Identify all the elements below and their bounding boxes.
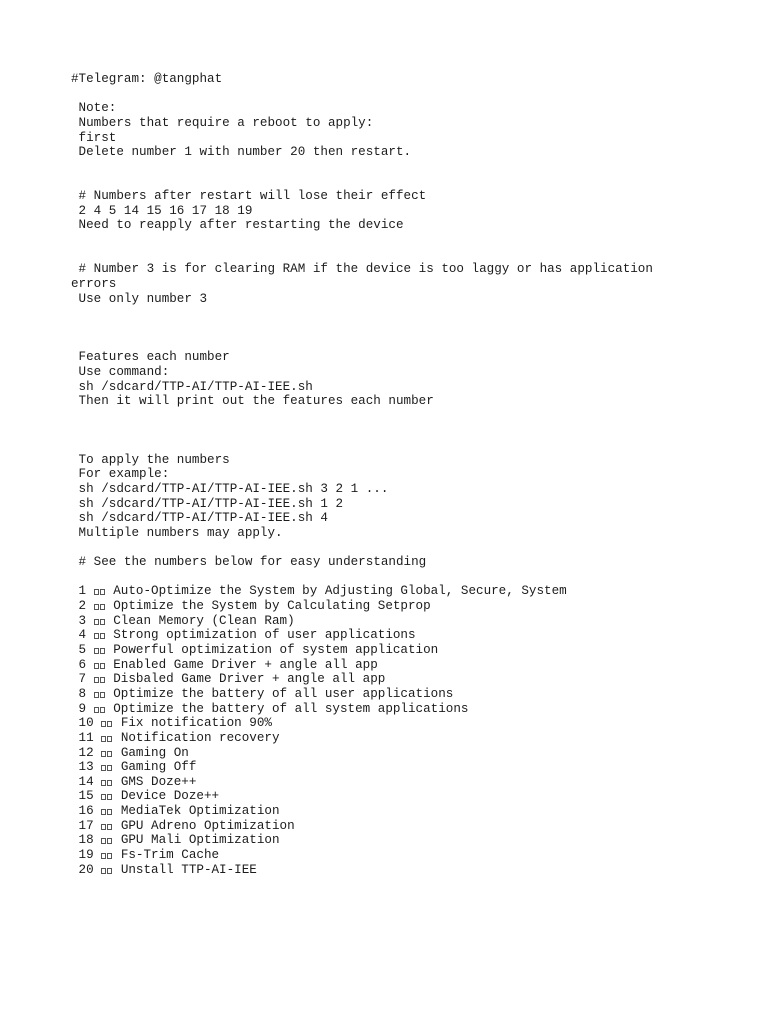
feature-item bbox=[71, 775, 731, 790]
feature-text: Disbaled Game Driver + angle all app bbox=[113, 672, 386, 687]
feature-number: 18 bbox=[71, 833, 94, 848]
feature-number: 15 bbox=[71, 789, 94, 804]
feature-number: 10 bbox=[71, 716, 94, 731]
missing-glyph-icon bbox=[101, 789, 113, 803]
telegram-header: #Telegram: @tangphat bbox=[71, 72, 223, 86]
feature-text: Notification recovery bbox=[120, 730, 280, 745]
feature-item bbox=[71, 628, 731, 643]
feature-item bbox=[71, 584, 731, 599]
feature-item bbox=[71, 716, 731, 731]
missing-glyph-icon bbox=[94, 628, 106, 642]
note-line: first bbox=[71, 130, 117, 145]
feature-number: 20 bbox=[71, 862, 94, 877]
feature-text: Fix notification 90% bbox=[120, 716, 272, 731]
feature-item bbox=[71, 833, 731, 848]
feature-text: Gaming On bbox=[120, 745, 189, 760]
missing-glyph-icon bbox=[94, 614, 106, 628]
feature-number: 17 bbox=[71, 818, 94, 833]
missing-glyph-icon bbox=[94, 584, 106, 598]
see-below-line: # See the numbers below for easy understanding bbox=[71, 555, 427, 570]
feature-number: 12 bbox=[71, 745, 94, 760]
restart-section bbox=[71, 189, 731, 233]
feature-text: Clean Memory (Clean Ram) bbox=[113, 613, 295, 628]
feature-text: Fs-Trim Cache bbox=[120, 848, 220, 863]
missing-glyph-icon bbox=[101, 775, 113, 789]
ram-section bbox=[71, 262, 731, 306]
feature-number: 2 bbox=[71, 599, 87, 614]
note-line: Numbers that require a reboot to apply: bbox=[71, 115, 374, 130]
feature-item bbox=[71, 672, 731, 687]
feature-text: Enabled Game Driver + angle all app bbox=[113, 657, 378, 672]
note-section bbox=[71, 101, 731, 160]
features-line: sh /sdcard/TTP-AI/TTP-AI-IEE.sh bbox=[71, 379, 313, 394]
feature-number: 13 bbox=[71, 760, 94, 775]
note-line: Delete number 1 with number 20 then restart. bbox=[71, 145, 412, 160]
feature-item bbox=[71, 702, 731, 717]
apply-line: sh /sdcard/TTP-AI/TTP-AI-IEE.sh 4 bbox=[71, 511, 328, 526]
apply-line: To apply the numbers bbox=[71, 452, 230, 467]
feature-text: Unstall TTP-AI-IEE bbox=[120, 862, 257, 877]
missing-glyph-icon bbox=[101, 804, 113, 818]
restart-line: 2 4 5 14 15 16 17 18 19 bbox=[71, 203, 253, 218]
feature-item bbox=[71, 614, 731, 629]
missing-glyph-icon bbox=[94, 702, 106, 716]
feature-number: 5 bbox=[71, 643, 87, 658]
feature-text: Optimize the battery of all system applications bbox=[113, 701, 469, 716]
feature-number: 9 bbox=[71, 701, 87, 716]
feature-item bbox=[71, 658, 731, 673]
missing-glyph-icon bbox=[94, 643, 106, 657]
feature-number: 4 bbox=[71, 628, 87, 643]
missing-glyph-icon bbox=[101, 863, 113, 877]
feature-item bbox=[71, 863, 731, 878]
feature-text: GMS Doze++ bbox=[120, 774, 197, 789]
feature-list bbox=[71, 584, 731, 877]
feature-text: GPU Mali Optimization bbox=[120, 833, 280, 848]
missing-glyph-icon bbox=[101, 833, 113, 847]
feature-text: Optimize the battery of all user applications bbox=[113, 686, 454, 701]
note-line: Note: bbox=[71, 101, 117, 116]
feature-text: Auto-Optimize the System by Adjusting Global, Secure, System bbox=[113, 584, 567, 599]
feature-number: 16 bbox=[71, 804, 94, 819]
missing-glyph-icon bbox=[101, 746, 113, 760]
feature-text: MediaTek Optimization bbox=[120, 804, 280, 819]
apply-line: Multiple numbers may apply. bbox=[71, 525, 283, 540]
feature-item bbox=[71, 687, 731, 702]
apply-line: sh /sdcard/TTP-AI/TTP-AI-IEE.sh 3 2 1 ... bbox=[71, 482, 389, 496]
missing-glyph-icon bbox=[101, 819, 113, 833]
apply-section bbox=[71, 453, 731, 541]
apply-line: sh /sdcard/TTP-AI/TTP-AI-IEE.sh 1 2 bbox=[71, 496, 344, 511]
feature-number: 14 bbox=[71, 774, 94, 789]
feature-item bbox=[71, 804, 731, 819]
feature-item bbox=[71, 789, 731, 804]
missing-glyph-icon bbox=[94, 672, 106, 686]
document-body bbox=[71, 72, 731, 877]
restart-line: Need to reapply after restarting the device bbox=[71, 218, 404, 233]
apply-line: For example: bbox=[71, 467, 170, 482]
feature-item bbox=[71, 599, 731, 614]
feature-item bbox=[71, 819, 731, 834]
feature-number: 8 bbox=[71, 686, 87, 701]
missing-glyph-icon bbox=[101, 848, 113, 862]
feature-text: Powerful optimization of system application bbox=[113, 643, 439, 658]
feature-number: 1 bbox=[71, 584, 87, 599]
missing-glyph-icon bbox=[94, 687, 106, 701]
feature-number: 3 bbox=[71, 613, 87, 628]
feature-text: Gaming Off bbox=[120, 760, 197, 775]
feature-text: Device Doze++ bbox=[120, 789, 220, 804]
feature-number: 6 bbox=[71, 657, 87, 672]
missing-glyph-icon bbox=[94, 658, 106, 672]
feature-item bbox=[71, 760, 731, 775]
ram-line: Use only number 3 bbox=[71, 291, 208, 306]
missing-glyph-icon bbox=[101, 731, 113, 745]
features-section bbox=[71, 350, 731, 409]
features-line: Then it will print out the features each number bbox=[71, 394, 434, 409]
feature-text: Strong optimization of user applications bbox=[113, 628, 416, 643]
feature-item bbox=[71, 731, 731, 746]
ram-line: # Number 3 is for clearing RAM if the device is too laggy or has application bbox=[71, 262, 653, 277]
missing-glyph-icon bbox=[101, 760, 113, 774]
feature-text: GPU Adreno Optimization bbox=[120, 818, 295, 833]
feature-item bbox=[71, 746, 731, 761]
feature-item bbox=[71, 848, 731, 863]
feature-item bbox=[71, 643, 731, 658]
missing-glyph-icon bbox=[101, 716, 113, 730]
features-line: Features each number bbox=[71, 350, 230, 365]
feature-number: 19 bbox=[71, 848, 94, 863]
restart-line: # Numbers after restart will lose their effect bbox=[71, 189, 427, 204]
missing-glyph-icon bbox=[94, 599, 106, 613]
feature-number: 11 bbox=[71, 730, 94, 745]
feature-number: 7 bbox=[71, 672, 87, 687]
feature-text: Optimize the System by Calculating Setprop bbox=[113, 599, 431, 614]
ram-line: errors bbox=[71, 277, 117, 291]
features-line: Use command: bbox=[71, 364, 170, 379]
